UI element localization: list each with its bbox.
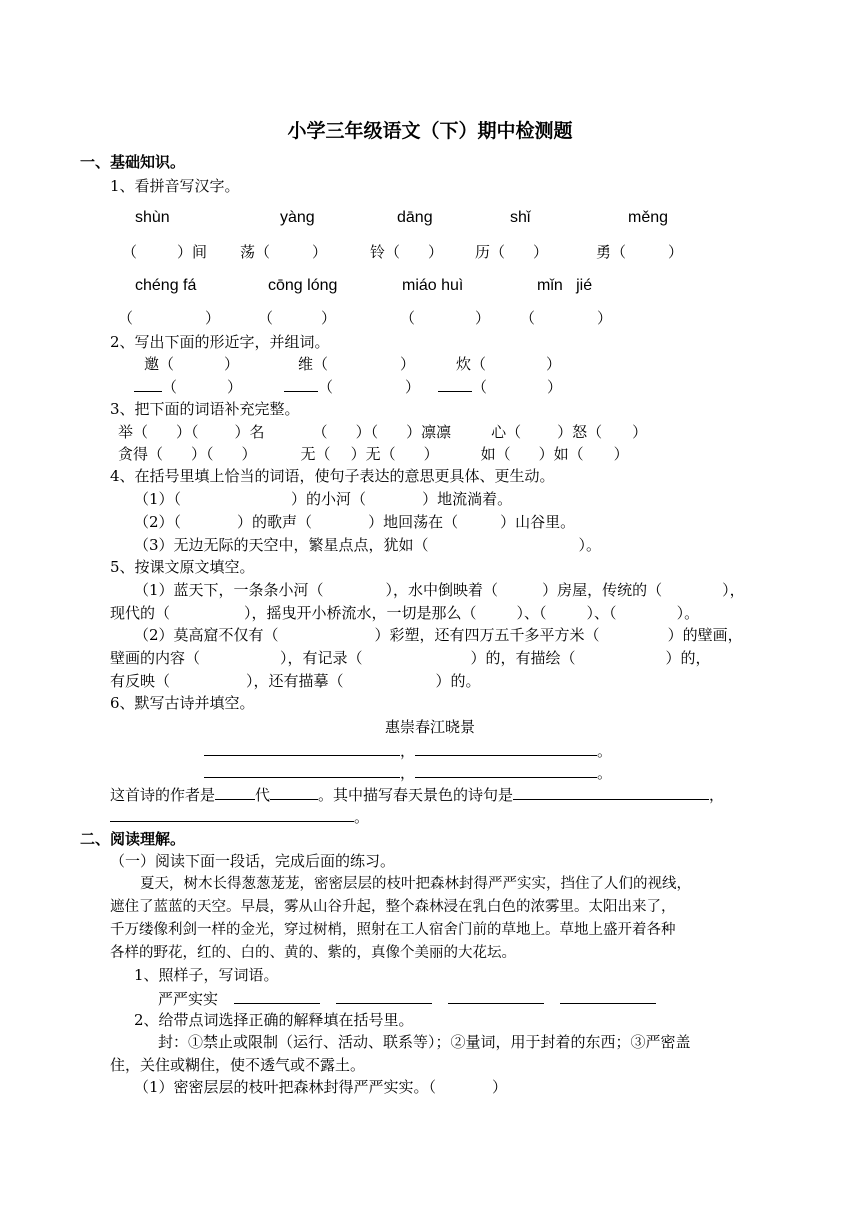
blank-7[interactable]: （ ） <box>258 309 337 327</box>
blank-3[interactable]: 铃（ ） <box>370 243 444 261</box>
section-2-heading: 二、阅读理解。 <box>80 830 186 848</box>
reading-q2-prompt: 2、给带点词选择正确的解释填在括号里。 <box>134 1011 414 1029</box>
page-title: 小学三年级语文（下）期中检测题 <box>287 120 573 142</box>
similar-char-blank-2[interactable]: （ ） <box>284 376 420 397</box>
blank-5[interactable]: 勇（ ） <box>596 243 684 261</box>
q4-sentence-1[interactable]: （1）（ ）的小河（ ）地流淌着。 <box>134 490 513 508</box>
passage-line-2: 遮住了蓝蓝的天空。早晨，雾从山谷升起，整个森林浸在乳白色的浓雾里。太阳出来了， <box>110 899 676 915</box>
pinyin-shi: shǐ <box>510 209 531 226</box>
blank-9[interactable]: （ ） <box>520 309 613 327</box>
poem-answer-line[interactable]: 。 <box>110 806 369 827</box>
similar-char-yao[interactable]: 邀（ ） <box>144 355 240 373</box>
q4-sentence-3[interactable]: （3）无边无际的天空中，繁星点点，犹如（ ）。 <box>134 536 602 554</box>
blank-8[interactable]: （ ） <box>400 309 491 327</box>
question-6-prompt: 6、默写古诗并填空。 <box>110 694 255 712</box>
pinyin-shun: shùn <box>135 209 170 226</box>
reading-intro: （一）阅读下面一段话，完成后面的练习。 <box>110 852 396 870</box>
question-3-prompt: 3、把下面的词语补充完整。 <box>110 400 300 418</box>
blank-6[interactable]: （ ） <box>118 309 221 327</box>
definition-line-1: 封：①禁止或限制（运行、活动、联系等）；②量词，用于封着的东西；③严密盖 <box>158 1033 691 1051</box>
q5-text-1a[interactable]: （1）蓝天下，一条条小河（ ），水中倒映着（ ）房屋，传统的（ ）， <box>134 581 745 599</box>
similar-char-chui[interactable]: 炊（ ） <box>456 355 562 373</box>
passage-line-1: 夏天，树木长得葱葱茏茏，密密层层的枝叶把森林封得严严实实，挡住了人们的视线， <box>140 876 691 892</box>
q5-text-2c[interactable]: 有反映（ ），还有描摹（ ）的。 <box>110 672 481 690</box>
q4-sentence-2[interactable]: （2）（ ）的歌声（ ）地回荡在（ ）山谷里。 <box>134 513 576 531</box>
similar-char-blank-1[interactable]: （ ） <box>134 376 242 397</box>
pinyin-minjie: mǐn jié <box>537 277 593 294</box>
passage-line-4: 各样的野花，红的、白的、黄的、紫的，真像个美丽的大花坛。 <box>110 945 516 961</box>
reading-q2-item-1[interactable]: （1）密密层层的枝叶把森林封得严严实实。（ ） <box>134 1078 508 1096</box>
definition-line-2: 住，关住或糊住，使不透气或不露土。 <box>110 1056 366 1074</box>
blank-2[interactable]: 荡（ ） <box>240 243 328 261</box>
blank-1[interactable]: （ ）间 <box>122 243 208 261</box>
pinyin-dang: dāng <box>397 209 433 226</box>
q5-text-2b[interactable]: 壁画的内容（ ），有记录（ ）的，有描绘（ ）的， <box>110 649 711 667</box>
poem-author-line[interactable]: 这首诗的作者是 代 。其中描写春天景色的诗句是 ， <box>110 786 725 804</box>
idiom-row-1[interactable]: 举（ ）（ ）名 （ ）（ ）凛凛 心（ ）怒（ ） <box>118 423 648 441</box>
similar-char-wei[interactable]: 维（ ） <box>298 355 416 373</box>
similar-char-blank-3[interactable]: （ ） <box>438 376 562 397</box>
pinyin-yang: yàng <box>280 209 315 226</box>
reading-q1-prompt: 1、照样子，写词语。 <box>134 966 279 984</box>
word-example-row[interactable]: 严严实实 <box>158 988 656 1009</box>
question-2-prompt: 2、写出下面的形近字，并组词。 <box>110 333 330 351</box>
passage-line-3: 千万缕像利剑一样的金光，穿过树梢，照射在工人宿舍门前的草地上。草地上盛开着各种 <box>110 922 676 938</box>
idiom-row-2[interactable]: 贪得（ ）（ ） 无（ ）无（ ） 如（ ）如（ ） <box>118 445 629 463</box>
poem-line-1[interactable]: ， 。 <box>204 740 612 761</box>
pinyin-conglong: cōng lóng <box>268 277 338 294</box>
pinyin-chengfa: chéng fá <box>135 277 197 294</box>
section-1-heading: 一、基础知识。 <box>80 153 186 171</box>
blank-4[interactable]: 历（ ） <box>475 243 549 261</box>
poem-line-2[interactable]: ， 。 <box>204 762 612 783</box>
question-4-prompt: 4、在括号里填上恰当的词语，使句子表达的意思更具体、更生动。 <box>110 467 555 485</box>
poem-title: 惠崇春江晓景 <box>384 718 475 736</box>
q5-text-2a[interactable]: （2）莫高窟不仅有（ ）彩塑，还有四万五千多平方米（ ）的壁画， <box>134 626 743 644</box>
question-1-prompt: 1、看拼音写汉字。 <box>110 177 240 195</box>
pinyin-meng: měng <box>628 209 669 226</box>
q5-text-1b[interactable]: 现代的（ ），摇曳开小桥流水，一切是那么（ ）、（ ）、（ ）。 <box>110 604 700 622</box>
pinyin-miaohui: miáo huì <box>402 277 464 294</box>
question-5-prompt: 5、按课文原文填空。 <box>110 558 255 576</box>
